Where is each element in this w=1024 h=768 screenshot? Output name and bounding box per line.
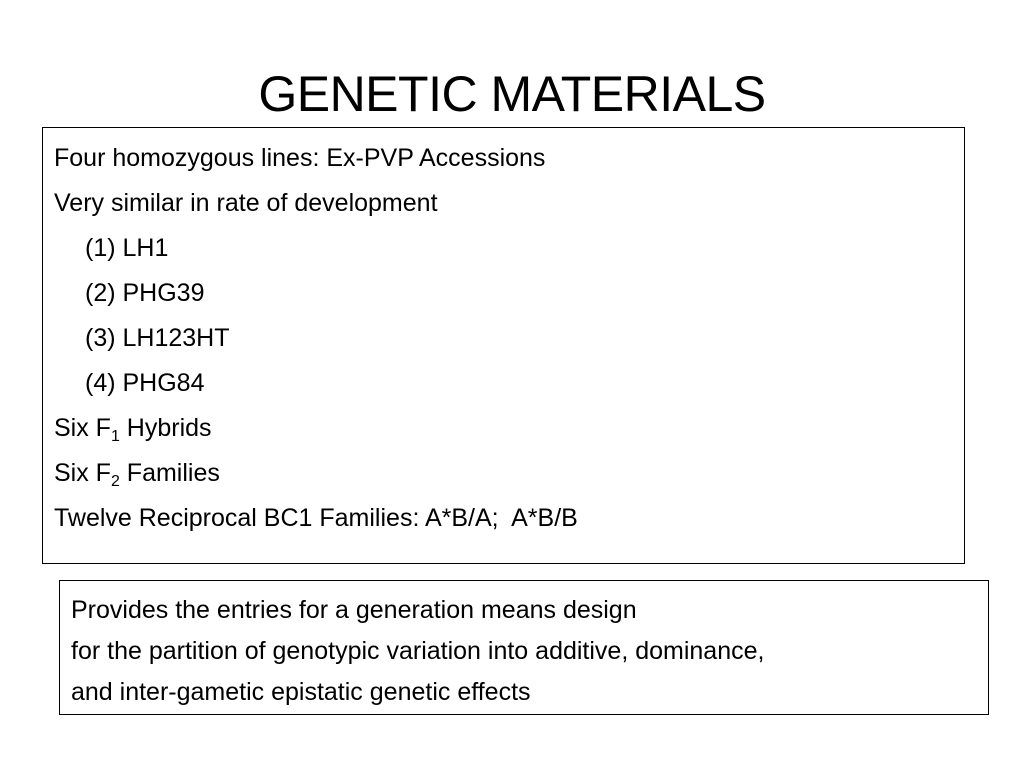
- development-rate-text: Very similar in rate of development: [54, 189, 438, 217]
- inbred-line-2: (2) PHG39: [85, 279, 205, 307]
- f1-suffix: Hybrids: [119, 414, 212, 442]
- f2-subscript: 2: [110, 473, 120, 490]
- note-line-2: for the partition of genotypic variation into additive, dominance,: [71, 637, 765, 665]
- f2-prefix: Six F: [54, 459, 111, 487]
- homozygous-lines-text: Four homozygous lines: Ex-PVP Accessions: [54, 144, 546, 172]
- f1-prefix: Six F: [54, 414, 111, 442]
- slide-title: GENETIC MATERIALS: [258, 66, 766, 122]
- f1-subscript: 1: [110, 428, 120, 445]
- inbred-line-3: (3) LH123HT: [85, 324, 230, 352]
- f2-suffix: Families: [119, 459, 220, 487]
- note-line-1: Provides the entries for a generation means design: [71, 596, 637, 624]
- f2-families-text: [54, 451, 964, 496]
- design-note-box: [59, 580, 989, 715]
- f1-hybrids-text: [54, 406, 964, 451]
- inbred-line-1: (1) LH1: [85, 234, 169, 262]
- backcross-families-text: Twelve Reciprocal BC1 Families: A*B/A; A*B/B: [54, 504, 578, 532]
- note-line-3: and inter-gametic epistatic genetic effects: [71, 678, 531, 706]
- inbred-line-4: (4) PHG84: [85, 369, 205, 397]
- materials-box: [42, 127, 965, 564]
